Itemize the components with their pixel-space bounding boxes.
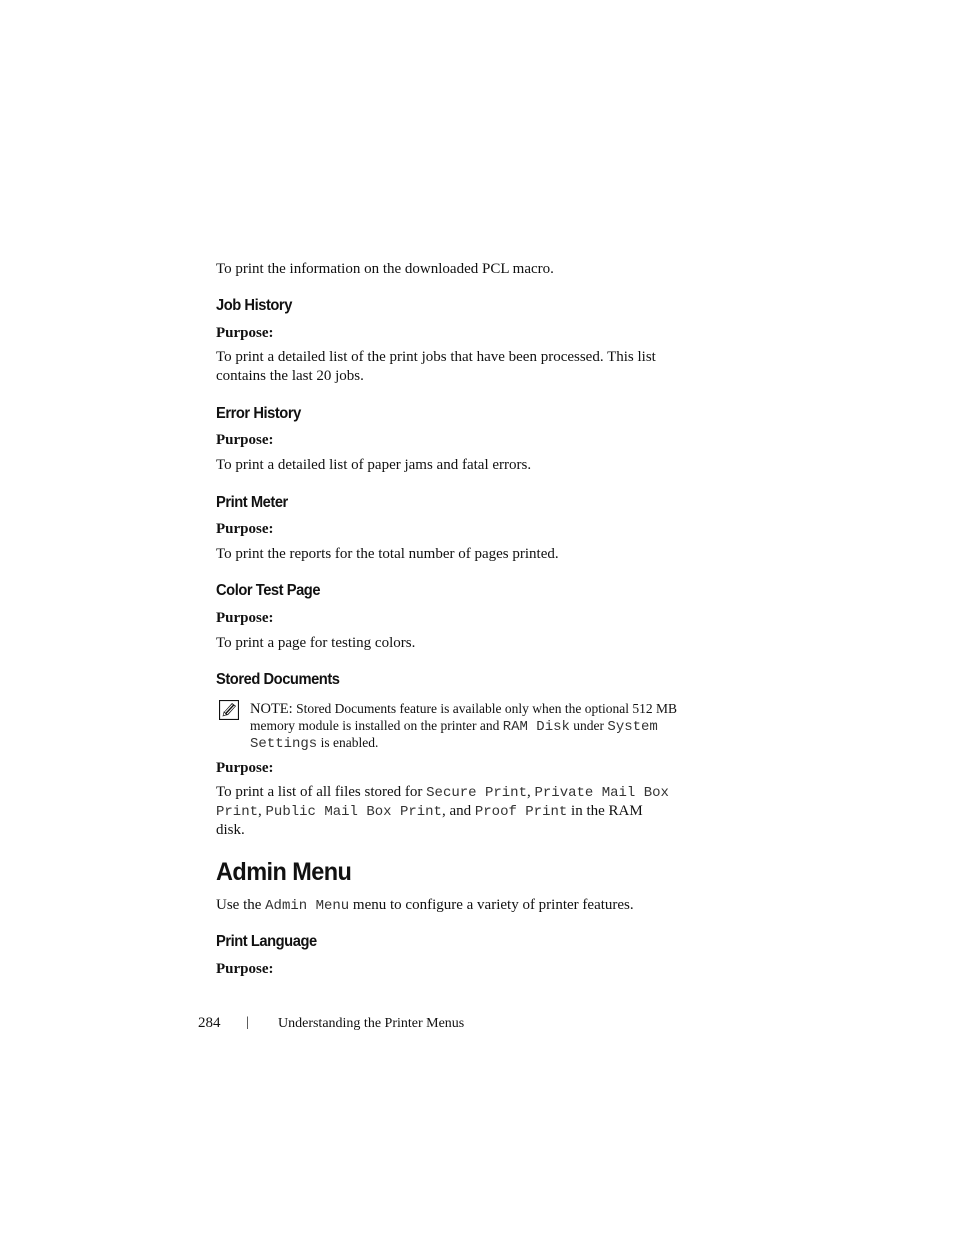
admin-menu-mono: Admin Menu [265,898,350,914]
color-test-page-text: To print a page for testing colors. [216,635,416,651]
purpose-label: Purpose: [216,760,274,776]
admin-menu-text [216,896,634,916]
private-mail-box: Private Mail Box [534,785,669,801]
intro-text: To print the information on the downloaded PCL macro. [216,261,554,277]
note-ram-disk: RAM Disk [502,719,570,735]
note-pencil-icon [219,700,239,720]
note-settings: Settings [250,736,318,752]
purpose-label: Purpose: [216,521,274,537]
job-history-text-line2: contains the last 20 jobs. [216,368,364,384]
note-line2-text-a: memory module is installed on the printer and [250,718,500,733]
admin-menu-text-b: menu to configure a variety of printer features. [352,897,634,913]
purpose-label: Purpose: [216,432,274,448]
footer-separator: | [246,1015,249,1030]
public-mail-box-print: Public Mail Box Print [265,804,442,820]
note-line1-text: Stored Documents feature is available only when the optional 512 MB [296,701,677,716]
stored-documents-line2 [216,802,643,822]
comma: , [258,803,262,819]
stored-documents-line1-text: To print a list of all files stored for [216,784,423,800]
heading-print-meter: Print Meter [216,494,288,511]
purpose-label: Purpose: [216,961,274,977]
job-history-text-line1: To print a detailed list of the print jobs that have been processed. This list [216,349,656,365]
heading-admin-menu: Admin Menu [216,858,352,886]
heading-print-language: Print Language [216,933,317,950]
print-word: Print [216,804,259,820]
note-label: NOTE: [250,701,293,717]
error-history-text: To print a detailed list of paper jams and fatal errors. [216,457,532,473]
in-the-ram-text: in the RAM [571,803,643,819]
note-system: System [607,719,658,735]
footer-section-title: Understanding the Printer Menus [278,1016,465,1031]
heading-stored-documents: Stored Documents [216,671,340,688]
heading-error-history: Error History [216,405,301,422]
note-line1 [250,700,677,718]
stored-documents-line3: disk. [216,822,245,838]
print-meter-text: To print the reports for the total number of pages printed. [216,546,559,562]
heading-color-test-page: Color Test Page [216,582,321,599]
purpose-label: Purpose: [216,610,274,626]
and-text: , and [441,803,472,819]
page-number: 284 [198,1015,221,1031]
stored-documents-line1 [216,783,669,803]
note-line3 [250,734,378,753]
admin-menu-text-a: Use the [216,897,262,913]
secure-print: Secure Print [426,785,527,801]
comma: , [526,784,531,800]
note-line2-text-b: under [573,718,605,733]
note-line3-text: is enabled. [320,735,379,750]
proof-print: Proof Print [474,804,568,820]
heading-job-history: Job History [216,297,292,314]
purpose-label: Purpose: [216,325,274,341]
